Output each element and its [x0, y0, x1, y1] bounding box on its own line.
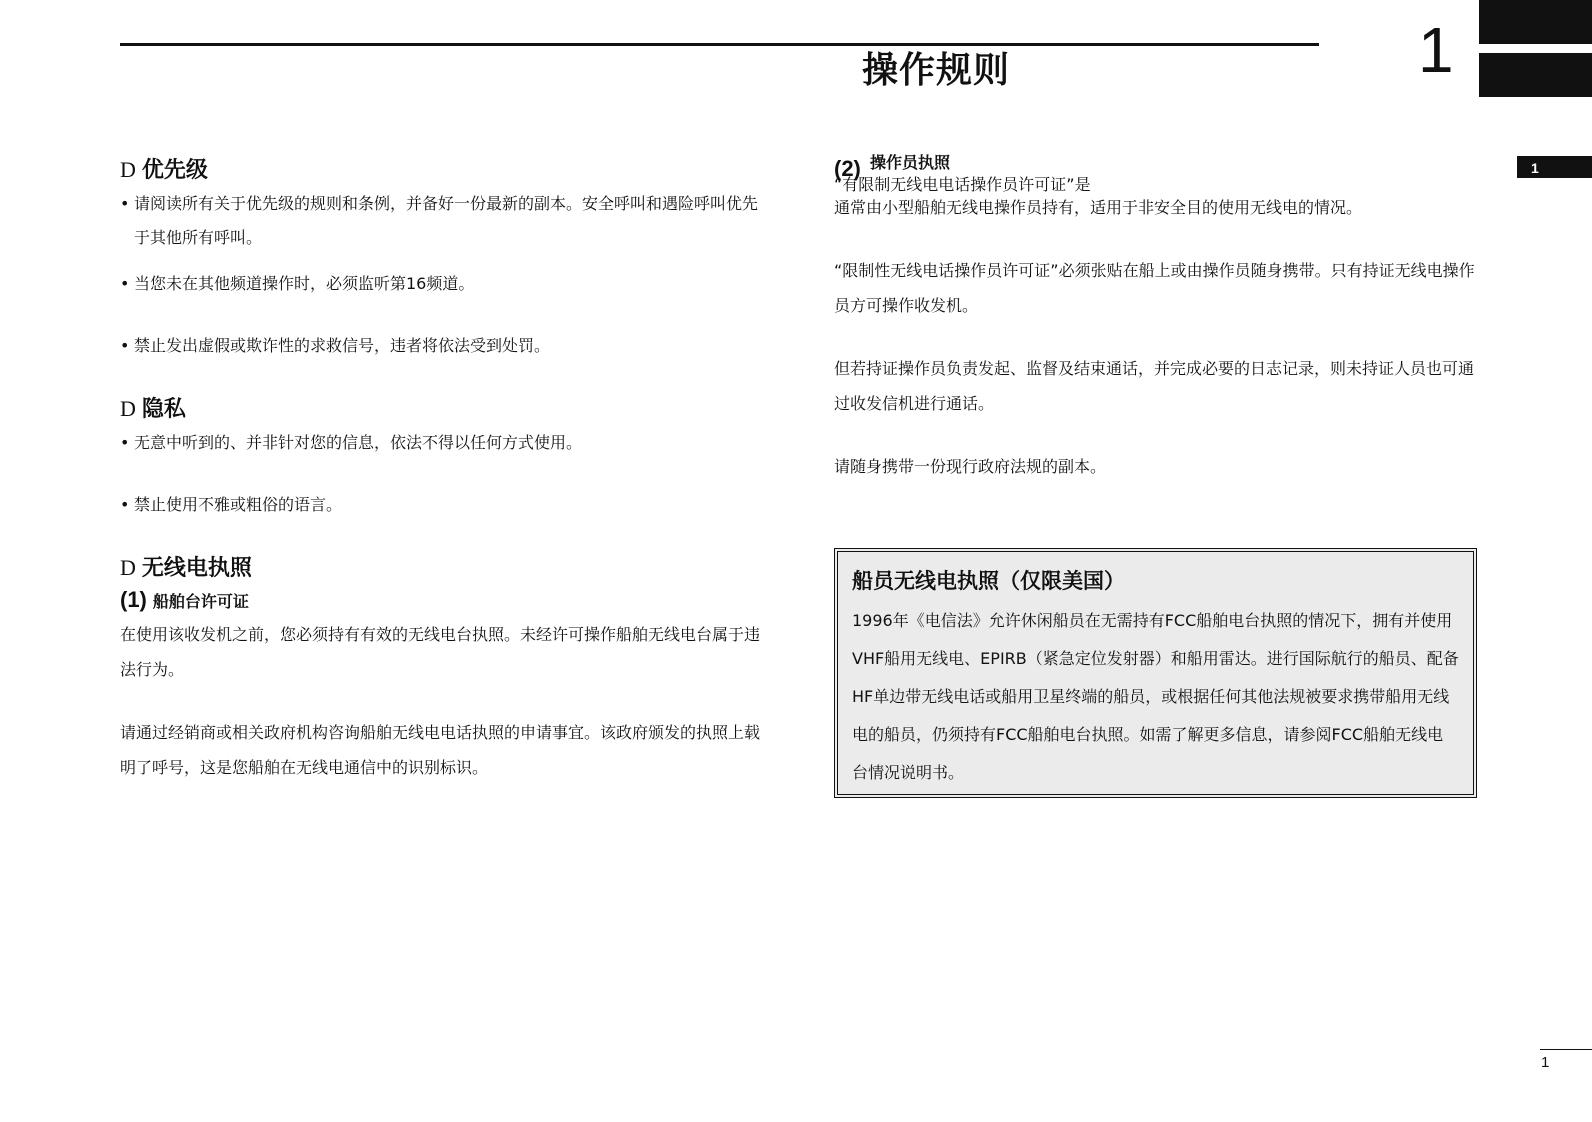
- operator-paragraph-1: 通常由小型船舶无线电操作员持有，适用于非安全目的使用无线电的情况。: [834, 198, 1363, 217]
- privacy-heading-text: 隐私: [141, 397, 186, 422]
- us-license-notice-box: [834, 548, 1477, 798]
- right-column: [834, 150, 1484, 484]
- subsection-title: 船舶台许可证: [152, 592, 249, 611]
- section-marker: D: [120, 157, 136, 182]
- subsection-number: (2): [834, 156, 861, 181]
- page-number: 1: [1541, 1054, 1550, 1071]
- priority-heading: [120, 154, 770, 187]
- subsection-title: 操作员执照: [870, 153, 951, 172]
- priority-heading-text: 优先级: [141, 158, 208, 183]
- side-chapter-tab: [1517, 156, 1592, 178]
- operator-license-heading: [834, 150, 1484, 194]
- chapter-tab-bar-bottom: [1479, 53, 1592, 97]
- header-rule: [120, 43, 1319, 46]
- license-heading: [120, 552, 770, 585]
- privacy-bullet-1: • 无意中听到的、并非针对您的信息，依法不得以任何方式使用。: [120, 426, 770, 460]
- chapter-tab-bar-top: [1479, 0, 1592, 44]
- license-paragraph-2: 请通过经销商或相关政府机构咨询船舶无线电电话执照的申请事宜。该政府颁发的执照上载明了呼号，这是您船舶在无线电通信中的识别标识。: [120, 723, 761, 777]
- ship-station-license-heading: [120, 585, 770, 617]
- license-heading-text: 无线电执照: [141, 556, 252, 581]
- privacy-heading: [120, 393, 770, 426]
- notice-title: 船员无线电执照（仅限美国）: [852, 569, 1125, 593]
- priority-bullet-3: • 禁止发出虚假或欺诈性的求救信号，违者将依法受到处罚。: [120, 329, 770, 363]
- section-marker: D: [120, 555, 136, 580]
- notice-body: 1996年《电信法》允许休闲船员在无需持有FCC船舶电台执照的情况下，拥有并使用VHF船用无线电、EPIRB（紧急定位发射器）和船用雷达。进行国际航行的船员、配备HF单边带无线电话或船用卫星终端的船员，或根据任何其他法规被要求携带船用无线电的船员，仍须持有FCC船舶电台执照。如需了解更多信息，请参阅FCC船舶无线电台情况说明书。: [852, 611, 1459, 782]
- privacy-bullet-2: • 禁止使用不雅或粗俗的语言。: [120, 488, 770, 522]
- page-title: 操作规则: [862, 50, 1011, 91]
- section-marker: D: [120, 396, 136, 421]
- left-column: [120, 154, 770, 785]
- operator-license-lead: “有限制无线电电话操作员许可证”是: [834, 175, 1091, 194]
- license-paragraph-1: 在使用该收发机之前，您必须持有有效的无线电台执照。未经许可操作船舶无线电台属于违法行为。: [120, 625, 761, 679]
- side-chapter-tab-label: 1: [1531, 160, 1539, 176]
- chapter-number: 1: [1418, 14, 1454, 86]
- priority-bullet-2: • 当您未在其他频道操作时，必须监听第16频道。: [120, 267, 770, 301]
- operator-paragraph-3: 但若持证操作员负责发起、监督及结束通话，并完成必要的日志记录，则未持证人员也可通过收发信机进行通话。: [834, 359, 1475, 413]
- operator-paragraph-4: 请随身携带一份现行政府法规的副本。: [834, 457, 1107, 476]
- operator-paragraph-2: “限制性无线电话操作员许可证”必须张贴在船上或由操作员随身携带。只有持证无线电操作员方可操作收发机。: [834, 261, 1475, 315]
- subsection-number: (1): [120, 587, 147, 612]
- priority-bullet-1: • 请阅读所有关于优先级的规则和条例，并备好一份最新的副本。安全呼叫和遇险呼叫优先于其他所有呼叫。: [120, 187, 770, 255]
- footer-rule: [1540, 1049, 1592, 1050]
